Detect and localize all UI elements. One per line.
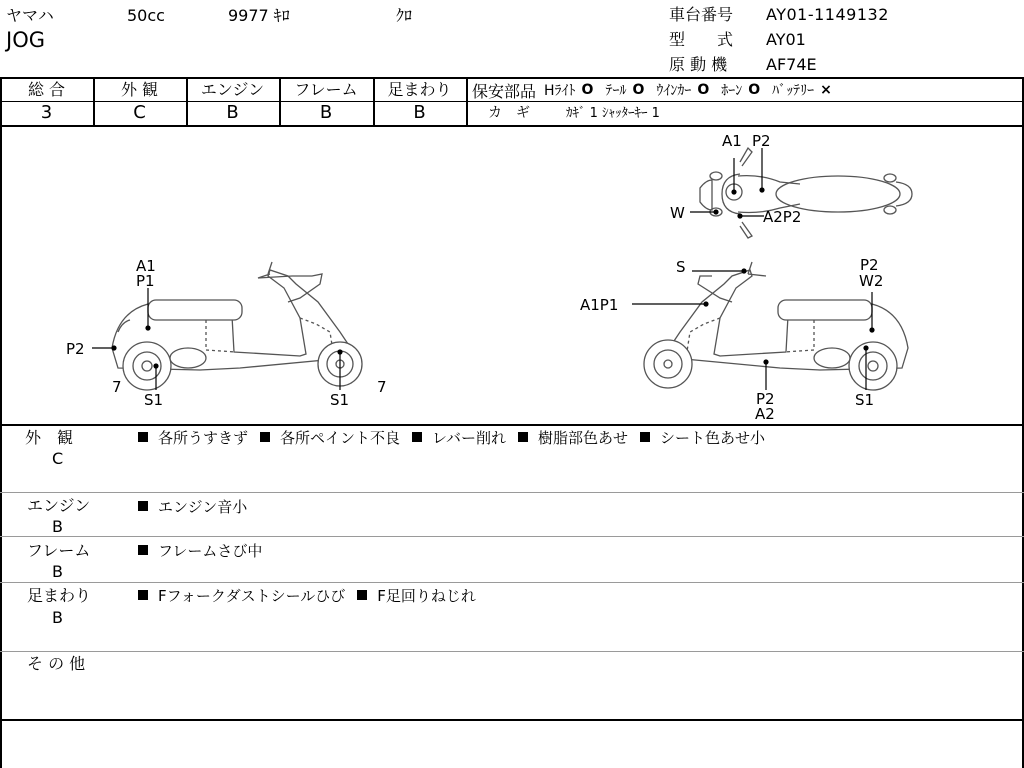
grid-line: [0, 719, 1024, 721]
grade-value-suspension: B: [413, 102, 426, 123]
engine-value: AF74E: [766, 55, 817, 74]
remark-grade-suspension: B: [52, 608, 63, 627]
diag-label-left-7b: 7: [377, 378, 387, 396]
diag-label-left-a1: A1: [136, 257, 156, 275]
remark-grade-frame: B: [52, 562, 63, 581]
grade-value-frame: B: [319, 102, 333, 123]
type-label: 型 式: [669, 30, 734, 49]
remark-item: フレームさび中: [138, 540, 262, 561]
diag-label-right-a1p1: A1P1: [580, 296, 619, 314]
grade-label-frame: フレーム: [294, 80, 358, 99]
remark-items-suspension: [138, 586, 488, 604]
safety-item-winker: ｳｲﾝｶｰ O: [656, 82, 710, 99]
color: ｸﾛ: [396, 6, 413, 25]
model-name: JOG: [6, 28, 45, 52]
safety-item-horn: ﾎｰﾝ O: [721, 82, 761, 99]
diag-label-right-a2: A2: [755, 405, 775, 423]
remark-item: エンジン音小: [138, 496, 247, 517]
grid-line: [466, 101, 1024, 102]
diag-label-left-p2: P2: [66, 340, 85, 358]
diag-label-right-p2b: P2: [756, 390, 775, 408]
diag-label-top-a1: A1: [722, 132, 742, 150]
type-value: AY01: [766, 30, 806, 49]
remark-item: レバー削れ: [412, 427, 506, 448]
remark-item: シート色あせ小: [640, 427, 765, 448]
diag-label-top-a2p2: A2P2: [763, 208, 802, 226]
remark-items-engine: [138, 497, 259, 515]
remark-label-exterior: 外 観: [25, 428, 74, 447]
remark-item: Fフォークダストシールひび: [138, 585, 345, 606]
diag-label-right-s: S: [676, 258, 686, 276]
grade-value-engine: B: [226, 102, 239, 123]
remark-label-suspension: 足まわり: [27, 586, 92, 605]
grade-value-exterior: C: [133, 102, 146, 123]
safety-item-battery: ﾊﾞｯﾃﾘｰ ×: [772, 82, 832, 99]
grade-label-overall: 総 合: [27, 80, 66, 99]
safety-item-headlight: Hﾗｲﾄ O: [544, 82, 594, 99]
remark-grade-engine: B: [52, 517, 63, 536]
key-label: カ ギ: [488, 105, 530, 121]
grade-label-suspension: 足まわり: [387, 80, 452, 99]
remark-item: 各所ペイント不良: [260, 427, 400, 448]
diag-label-right-p2: P2: [860, 256, 879, 274]
grid-line: [0, 651, 1024, 652]
remark-items-exterior: [138, 428, 777, 446]
remark-item: 樹脂部色あせ: [518, 427, 628, 448]
diag-label-top-w: W: [670, 204, 685, 222]
grade-label-exterior: 外 観: [120, 80, 159, 99]
mileage: 9977 ｷﾛ: [228, 6, 290, 25]
safety-parts-label: 保安部品: [472, 81, 537, 101]
displacement: 50cc: [127, 6, 165, 25]
grade-label-engine: エンジン: [200, 80, 265, 99]
damage-diagram: [0, 126, 1024, 424]
grid-line: [0, 582, 1024, 583]
engine-label: 原 動 機: [669, 55, 728, 74]
remark-label-frame: フレーム: [27, 541, 91, 560]
remark-grade-exterior: C: [52, 449, 64, 468]
diag-label-left-7a: 7: [112, 378, 122, 396]
frame-no-value: AY01-1149132: [766, 5, 889, 24]
frame-no-label: 車台番号: [669, 5, 734, 24]
remark-item: F足回りねじれ: [357, 585, 476, 606]
diag-label-top-p2: P2: [752, 132, 771, 150]
diag-label-right-s1: S1: [855, 391, 875, 409]
grade-value-overall: 3: [40, 102, 53, 123]
grid-line: [0, 536, 1024, 537]
safety-parts-row: [472, 80, 844, 100]
diag-label-left-p1: P1: [136, 272, 155, 290]
remark-item: 各所うすきず: [138, 427, 248, 448]
remark-label-engine: エンジン: [27, 496, 91, 515]
key-value: ｶｷﾞ 1 ｼｬｯﾀｰｷｰ 1: [566, 106, 660, 121]
diag-label-right-w2: W2: [859, 272, 884, 290]
remark-label-other: そ の 他: [27, 654, 86, 673]
remark-items-frame: [138, 541, 274, 559]
diag-label-left-s1b: S1: [330, 391, 350, 409]
maker: ヤマハ: [6, 6, 54, 25]
diag-label-left-s1a: S1: [144, 391, 164, 409]
grid-line: [0, 492, 1024, 493]
safety-item-tail: ﾃｰﾙ O: [605, 82, 645, 99]
